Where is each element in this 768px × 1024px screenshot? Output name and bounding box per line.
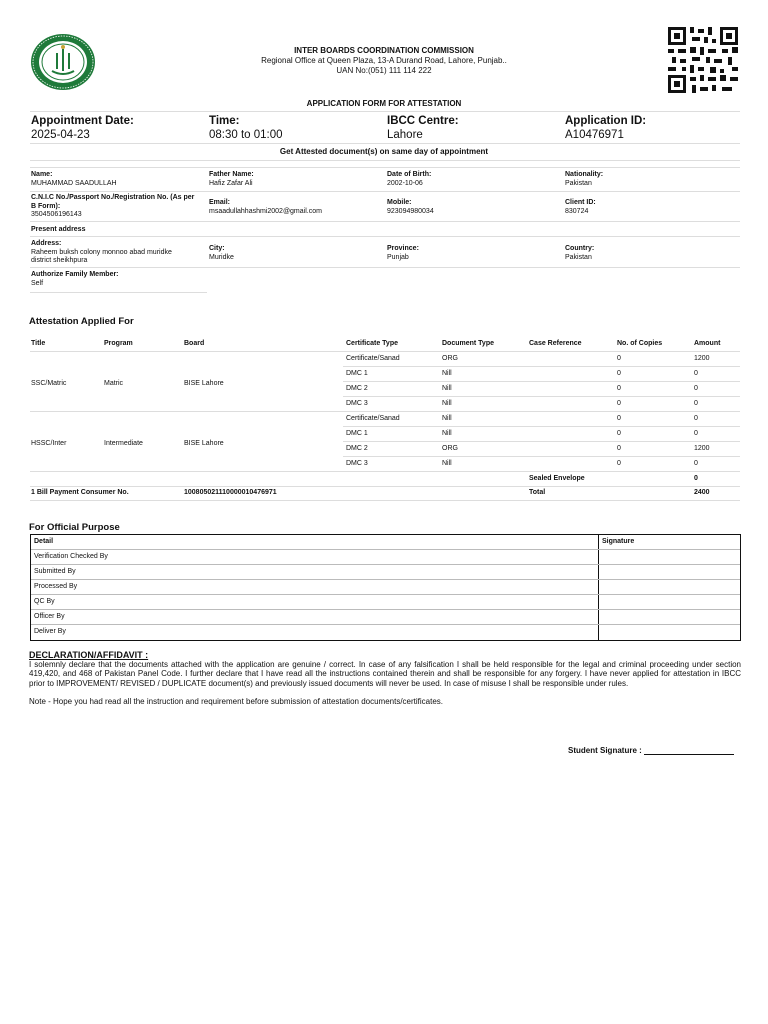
amount: 0 [694,385,698,392]
application-id-label: Application ID: [565,115,647,127]
certificate-type: DMC 2 [346,445,368,452]
official-signature-cell [599,625,740,640]
dob-value: 2002-10-06 [387,179,423,187]
form-title: APPLICATION FORM FOR ATTESTATION [306,99,462,108]
group-board: BISE Lahore [184,440,224,447]
amount: 0 [694,460,698,467]
cnic-value: 3504506196143 [31,211,82,218]
group-title: SSC/Matric [31,380,67,387]
official-signature-cell [599,550,740,564]
father-label: Father Name: [209,171,254,178]
document-type: ORG [442,445,458,452]
email-field [209,199,322,216]
address-label: Address: [31,240,62,247]
amount: 0 [694,370,698,377]
official-section-title: For Official Purpose [29,522,120,533]
official-signature-header: Signature [602,538,635,545]
dob-label: Date of Birth: [387,171,432,178]
student-signature [568,746,734,755]
province-field [387,245,419,262]
mobile-value: 923094980034 [387,207,434,215]
total-value: 2400 [694,489,710,496]
father-value: Hafiz Zafar Ali [209,179,253,187]
official-signature-cell [599,595,740,609]
nationality-value: Pakistan [565,179,592,187]
sealed-envelope-label: Sealed Envelope [529,475,585,482]
copies: 0 [617,430,621,437]
qr-code-icon [668,27,738,93]
attestation-header: Amount [694,340,721,347]
attestation-header: Program [104,340,133,347]
attestation-section-title: Attestation Applied For [29,316,134,327]
cnic-label-line1: C.N.I.C No./Passport No./Registration No. (As per [31,194,195,201]
name-field [31,171,117,188]
official-row [31,625,740,640]
attestation-header: Title [31,340,46,347]
official-signature-cell [599,565,740,579]
dob-field [387,171,431,188]
copies: 0 [617,400,621,407]
declaration-title: DECLARATION/AFFIDAVIT : [29,650,149,660]
official-header-row [31,535,740,550]
certificate-type: DMC 2 [346,385,368,392]
time-label: Time: [209,115,240,127]
official-detail: Processed By [31,580,599,594]
group-board: BISE Lahore [184,380,224,387]
application-id [565,115,646,141]
centre-value: Lahore [387,129,423,141]
country-label: Country: [565,245,595,252]
amount: 1200 [694,445,710,452]
official-table [30,534,741,641]
certificate-type: Certificate/Sanad [346,355,400,362]
group-program: Matric [104,380,124,387]
org-address: Regional Office at Queen Plaza, 13-A Durand Road, Lahore, Punjab.. [261,56,507,65]
time-value: 08:30 to 01:00 [209,129,283,141]
nationality-label: Nationality: [565,171,604,178]
total-label: Total [529,489,546,496]
official-detail: Verification Checked By [31,550,599,564]
appointment-date-label: Appointment Date: [31,115,134,127]
client-id-value: 830724 [565,207,589,215]
official-row [31,580,740,595]
family-member-field [31,271,119,288]
city-label: City: [209,245,225,252]
org-title: INTER BOARDS COORDINATION COMMISSION [294,46,474,55]
attestation-header: Document Type [442,340,494,347]
city-value: Muridke [209,253,234,261]
certificate-type: DMC 3 [346,400,368,407]
document-type: Nill [442,400,452,407]
official-detail: Submitted By [31,565,599,579]
city-field [209,245,234,262]
amount: 0 [694,400,698,407]
copies: 0 [617,355,621,362]
ibcc-logo-icon [30,33,96,91]
email-value: msaadullahhashmi2002@gmail.com [209,207,322,215]
official-row [31,595,740,610]
attestation-header: Board [184,340,205,347]
father-field [209,171,254,188]
present-address-label: Present address [31,226,86,233]
document-type: Nill [442,415,452,422]
country-field [565,245,594,262]
address-field [31,240,172,266]
ibcc-centre [387,115,459,141]
official-signature-cell [599,580,740,594]
official-row [31,550,740,565]
centre-label: IBCC Centre: [387,115,459,127]
certificate-type: DMC 1 [346,370,368,377]
official-row [31,565,740,580]
document-type: ORG [442,355,458,362]
amount: 0 [694,415,698,422]
copies: 0 [617,445,621,452]
official-detail-header: Detail [31,535,599,549]
attestation-header: Certificate Type [346,340,398,347]
client-id-label: Client ID: [565,199,596,206]
email-label: Email: [209,199,231,206]
cnic-label-line2: B Form): [31,202,61,210]
document-type: Nill [442,370,452,377]
country-value: Pakistan [565,253,592,261]
official-row [31,610,740,625]
document-type: Nill [442,430,452,437]
cnic-field [31,194,194,220]
amount: 0 [694,430,698,437]
family-member-value: Self [31,279,44,287]
declaration-text: I solemnly declare that the documents attached with the application are genuine / correct. In case of any falsification I shall be held responsible for the legal and criminal proceeding under section 419,420, and 468 of Pakistan Panel Code. I further declare that I have read all the instructions contained therein and shall be responsible for any forgery. I have never applied for attestation in IBCC prior to IMPROVEMENT/ REVISED / DUPLICATE document(s) and previously issued documents will never be used. In case of misuse I shall be responsible under rules. [29,660,741,688]
bill-consumer-value: 100805021110000010476971 [184,489,277,496]
address-line1: Raheem buksh colony monnoo abad muridke [31,248,172,256]
name-label: Name: [31,171,53,178]
certificate-type: Certificate/Sanad [346,415,400,422]
official-detail: QC By [31,595,599,609]
group-program: Intermediate [104,440,143,447]
document-type: Nill [442,460,452,467]
appointment-date-value: 2025-04-23 [31,129,90,141]
present-address-heading [31,226,85,235]
attestation-header: No. of Copies [617,340,663,347]
nationality-field [565,171,603,188]
official-detail: Deliver By [31,625,599,640]
amount: 1200 [694,355,710,362]
certificate-type: DMC 1 [346,430,368,437]
signature-line[interactable] [644,747,734,755]
official-signature-cell [599,610,740,624]
org-uan: UAN No:(051) 111 114 222 [336,66,432,75]
mobile-field [387,199,434,216]
copies: 0 [617,370,621,377]
province-value: Punjab [387,253,409,261]
copies: 0 [617,460,621,467]
mobile-label: Mobile: [387,199,412,206]
name-value: MUHAMMAD SAADULLAH [31,179,117,187]
appointment-time [209,115,283,141]
application-id-value: A10476971 [565,129,624,141]
sealed-envelope-value: 0 [694,475,698,482]
address-line2: district sheikhpura [31,257,88,264]
copies: 0 [617,415,621,422]
copies: 0 [617,385,621,392]
student-signature-label: Student Signature : [568,746,642,755]
declaration-note: Note - Hope you had read all the instruction and requirement before submission of attestation documents/certificates. [29,697,444,706]
official-detail: Officer By [31,610,599,624]
bill-consumer-label: 1 Bill Payment Consumer No. [31,489,129,496]
document-type: Nill [442,385,452,392]
certificate-type: DMC 3 [346,460,368,467]
attestation-header: Case Reference [529,340,582,347]
group-title: HSSC/Inter [31,440,67,447]
appointment-date [31,115,134,141]
client-id-field [565,199,596,216]
province-label: Province: [387,245,419,252]
same-day-notice: Get Attested document(s) on same day of appointment [279,147,489,156]
family-member-label: Authorize Family Member: [31,271,119,278]
